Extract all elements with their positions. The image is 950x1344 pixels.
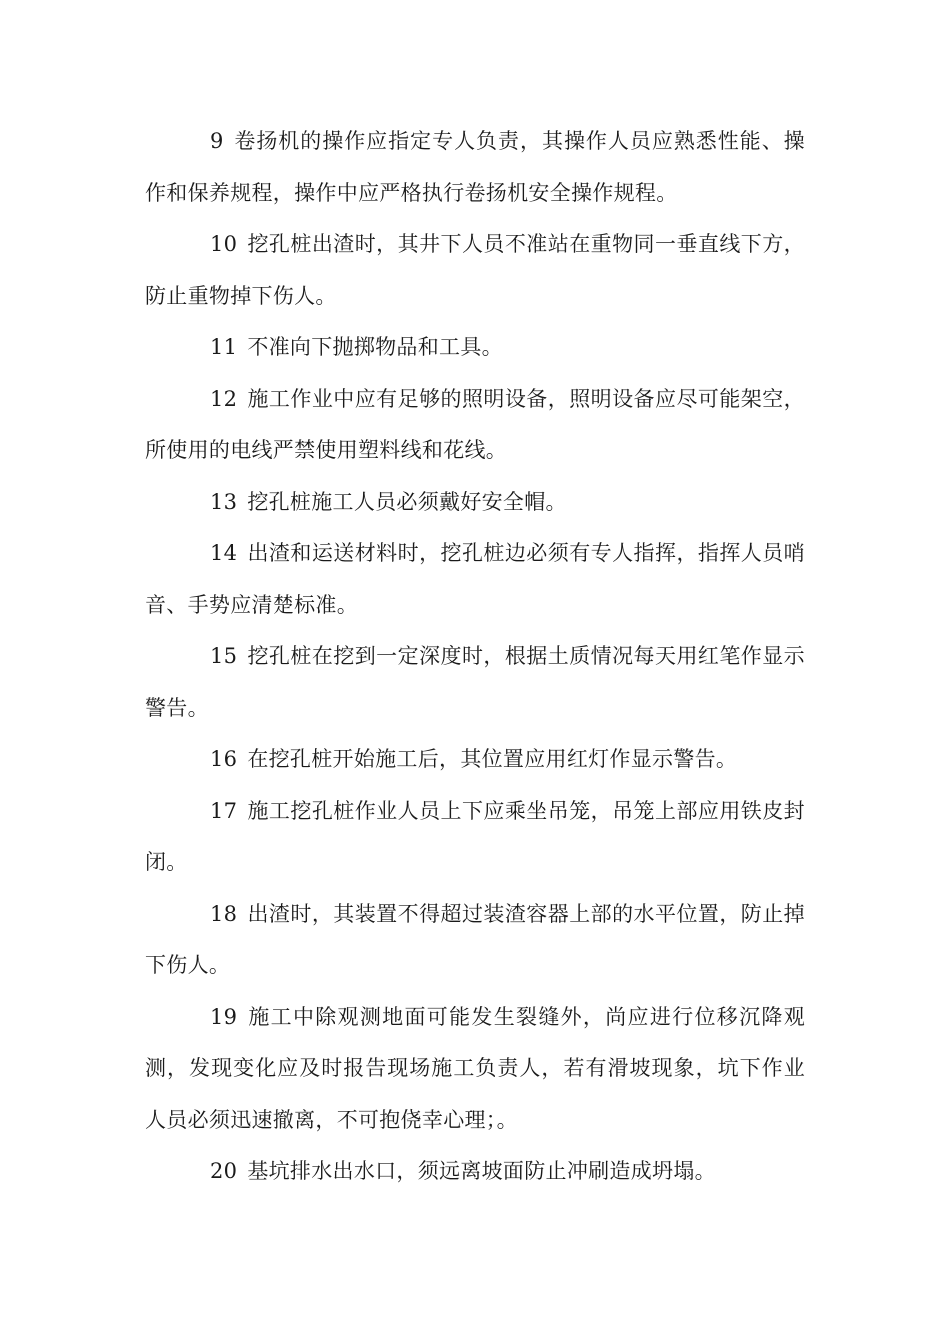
item-text: 挖孔桩施工人员必须戴好安全帽。	[247, 489, 567, 514]
paragraph-item	[145, 786, 805, 889]
item-text: 施工作业中应有足够的照明设备，照明设备应尽可能架空，所使用的电线严禁使用塑料线和花线。	[145, 386, 805, 462]
item-number: 9	[210, 129, 224, 153]
item-number: 13	[210, 489, 238, 514]
paragraph-item	[145, 477, 805, 529]
paragraph-item	[145, 322, 805, 374]
item-number: 16	[210, 747, 238, 771]
paragraph-item	[145, 734, 805, 786]
paragraph-item	[145, 889, 805, 992]
item-number: 17	[210, 798, 238, 823]
paragraph-item	[145, 528, 805, 631]
item-number: 19	[210, 1004, 238, 1029]
item-text: 挖孔桩出渣时，其井下人员不准站在重物同一垂直线下方，防止重物掉下伤人。	[145, 232, 805, 308]
item-number: 18	[210, 901, 238, 926]
item-text: 出渣和运送材料时，挖孔桩边必须有专人指挥，指挥人员哨音、手势应清楚标准。	[145, 541, 805, 617]
item-text: 卷扬机的操作应指定专人负责，其操作人员应熟悉性能、操作和保养规程，操作中应严格执行卷扬机安全操作规程。	[145, 129, 805, 205]
document-body	[145, 116, 805, 1198]
paragraph-item	[145, 219, 805, 322]
item-text: 挖孔桩在挖到一定深度时，根据土质情况每天用红笔作显示警告。	[145, 644, 805, 720]
item-number: 20	[210, 1159, 238, 1183]
paragraph-item	[145, 992, 805, 1147]
item-text: 出渣时，其装置不得超过装渣容器上部的水平位置，防止掉下伤人。	[145, 901, 805, 977]
item-text: 不准向下抛掷物品和工具。	[247, 335, 503, 359]
item-text: 在挖孔桩开始施工后，其位置应用红灯作显示警告。	[247, 747, 738, 771]
paragraph-item	[145, 631, 805, 734]
item-text: 基坑排水出水口，须远离坡面防止冲刷造成坍塌。	[247, 1159, 716, 1183]
item-number: 14	[210, 541, 238, 565]
item-number: 11	[210, 335, 238, 359]
item-text: 施工中除观测地面可能发生裂缝外，尚应进行位移沉降观测，发现变化应及时报告现场施工负责人，若有滑坡现象，坑下作业人员必须迅速撤离，不可抱侥幸心理；。	[145, 1004, 805, 1132]
paragraph-item	[145, 1146, 805, 1198]
item-number: 10	[210, 232, 238, 256]
paragraph-item	[145, 116, 805, 219]
item-text: 施工挖孔桩作业人员上下应乘坐吊笼，吊笼上部应用铁皮封闭。	[145, 798, 805, 874]
item-number: 15	[210, 644, 238, 668]
paragraph-item	[145, 374, 805, 477]
item-number: 12	[210, 386, 238, 411]
